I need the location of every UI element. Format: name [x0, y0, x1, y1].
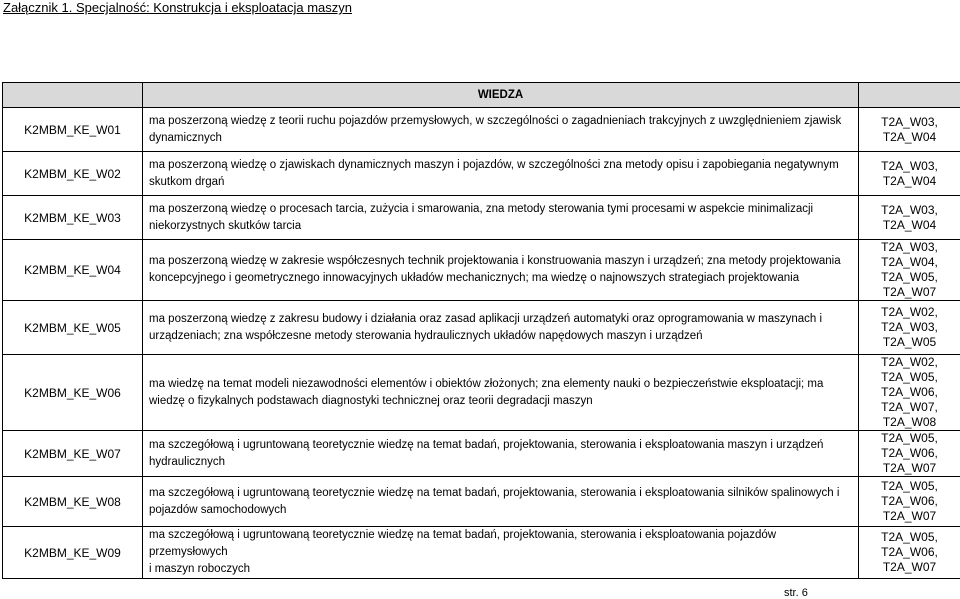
reference-code: T2A_W03,	[881, 202, 938, 217]
description-line: ma szczegółową i ugruntowaną teoretycznie wiedzę na temat badań, projektowania, sterowania i eksploatowania maszyn i urządzeń	[149, 438, 824, 451]
table-row	[3, 240, 960, 301]
reference-code: T2A_W03,	[881, 114, 938, 129]
table-row	[3, 196, 960, 240]
reference-code: T2A_W04,	[881, 255, 938, 269]
description-line: ma poszerzoną wiedzę o procesach tarcia, zużycia i smarowania, zna metody sterowania tymi procesami w aspekcie minimalizacji	[149, 202, 814, 215]
outcome-description	[143, 527, 859, 579]
reference-code: T2A_W02,	[881, 355, 938, 369]
reference-code: T2A_W07	[882, 560, 937, 574]
reference-code: T2A_W05,	[881, 479, 938, 493]
header-blank-cell	[3, 83, 143, 108]
description-line: wiedzę o fizykalnych podstawach diagnostyki technicznej oraz teorii degradacji maszyn	[149, 394, 593, 407]
outcome-code: K2MBM_KE_W02	[3, 152, 143, 196]
header-blank-cell	[859, 83, 960, 108]
outcome-code: K2MBM_KE_W03	[3, 196, 143, 240]
outcome-code: K2MBM_KE_W01	[3, 108, 143, 152]
description-line: ma poszerzoną wiedzę o zjawiskach dynamicznych maszyn i pojazdów, w szczególności zna metody opisu i zapobiegania negatywnym	[149, 158, 839, 171]
table-row	[3, 108, 960, 152]
reference-code: T2A_W05,	[881, 370, 938, 384]
reference-code: T2A_W06,	[881, 385, 938, 399]
outcome-code: K2MBM_KE_W06	[3, 355, 143, 431]
reference-code: T2A_W03,	[881, 320, 938, 334]
section-header-row	[3, 83, 960, 108]
reference-code: T2A_W04	[882, 173, 937, 188]
outcome-description	[143, 152, 859, 196]
outcome-code: K2MBM_KE_W09	[3, 527, 143, 579]
page-title: Załącznik 1. Specjalność: Konstrukcja i eksploatacja maszyn	[3, 0, 352, 15]
table-row	[3, 355, 960, 431]
description-line: ma szczegółową i ugruntowaną teoretycznie wiedzę na temat badań, projektowania, sterowania i eksploatowania silników spalinowych i	[149, 486, 840, 499]
description-line: ma poszerzoną wiedzę w zakresie współczesnych technik projektowania i konstruowania maszyn i urządzeń; zna metody projektowania	[149, 255, 841, 267]
description-line: urządzeniach; zna współczesne metody sterowania hydraulicznych układów napędowych maszyn i urządzeń	[149, 329, 703, 342]
reference-code: T2A_W03,	[881, 158, 938, 173]
outcome-code: K2MBM_KE_W08	[3, 477, 143, 527]
table-row	[3, 152, 960, 196]
description-line: ma poszerzoną wiedzę z teorii ruchu pojazdów przemysłowych, w szczególności o zagadnieniach trakcyjnych z uwzględnieniem zjawisk	[149, 114, 842, 127]
description-line: koncepcyjnego i geometrycznego innowacyjnych układów mechanicznych; ma wiedzę o najnowszych strategiach projektowania	[149, 272, 800, 284]
description-line: skutkom drgań	[149, 175, 225, 188]
description-line: pojazdów samochodowych	[149, 503, 287, 516]
outcome-code: K2MBM_KE_W07	[3, 431, 143, 477]
outcome-code: K2MBM_KE_W04	[3, 240, 143, 301]
reference-code: T2A_W07	[882, 461, 937, 475]
outcome-references	[859, 301, 960, 355]
description-line: ma szczegółową i ugruntowaną teoretycznie wiedzę na temat badań, projektowania, sterowania i eksploatowania pojazdów przemysłowych	[149, 529, 777, 558]
reference-code: T2A_W03,	[881, 240, 938, 254]
reference-code: T2A_W08	[882, 415, 937, 429]
reference-code: T2A_W05,	[881, 530, 938, 544]
outcome-references	[859, 196, 960, 240]
table-row	[3, 431, 960, 477]
outcome-references	[859, 477, 960, 527]
reference-code: T2A_W05	[882, 335, 937, 349]
description-line: dynamicznych	[149, 131, 222, 144]
reference-code: T2A_W04	[882, 129, 937, 144]
reference-code: T2A_W07	[882, 285, 937, 299]
table-row	[3, 527, 960, 579]
description-line: niekorzystnych skutków tarcia	[149, 219, 302, 232]
table-row	[3, 301, 960, 355]
reference-code: T2A_W06,	[881, 446, 938, 460]
reference-code: T2A_W06,	[881, 545, 938, 559]
reference-code: T2A_W02,	[881, 305, 938, 319]
learning-outcomes-table	[2, 82, 960, 579]
outcome-description	[143, 431, 859, 477]
reference-code: T2A_W06,	[881, 494, 938, 508]
outcome-references	[859, 152, 960, 196]
outcome-references	[859, 431, 960, 477]
table-row	[3, 477, 960, 527]
reference-code: T2A_W07	[882, 509, 937, 523]
outcome-description	[143, 301, 859, 355]
outcome-description	[143, 355, 859, 431]
section-header: WIEDZA	[143, 83, 859, 108]
outcome-code: K2MBM_KE_W05	[3, 301, 143, 355]
reference-code: T2A_W04	[882, 217, 937, 232]
outcome-references	[859, 240, 960, 301]
description-line: ma wiedzę na temat modeli niezawodności elementów i obiektów złożonych; zna elementy nauki o bezpieczeństwie eksploatacji; ma	[149, 377, 824, 390]
description-line: i maszyn roboczych	[149, 563, 250, 575]
outcome-references	[859, 355, 960, 431]
outcome-references	[859, 527, 960, 579]
outcome-description	[143, 196, 859, 240]
page-number: str. 6	[784, 587, 808, 599]
outcome-description	[143, 477, 859, 527]
outcome-description	[143, 240, 859, 301]
reference-code: T2A_W07,	[881, 400, 938, 414]
outcome-references	[859, 108, 960, 152]
description-line: ma poszerzoną wiedzę z zakresu budowy i działania oraz zasad aplikacji urządzeń automatyki oraz oprogramowania w maszynach i	[149, 312, 823, 325]
reference-code: T2A_W05,	[881, 270, 938, 284]
outcome-description	[143, 108, 859, 152]
reference-code: T2A_W05,	[881, 431, 938, 445]
description-line: hydraulicznych	[149, 455, 226, 468]
